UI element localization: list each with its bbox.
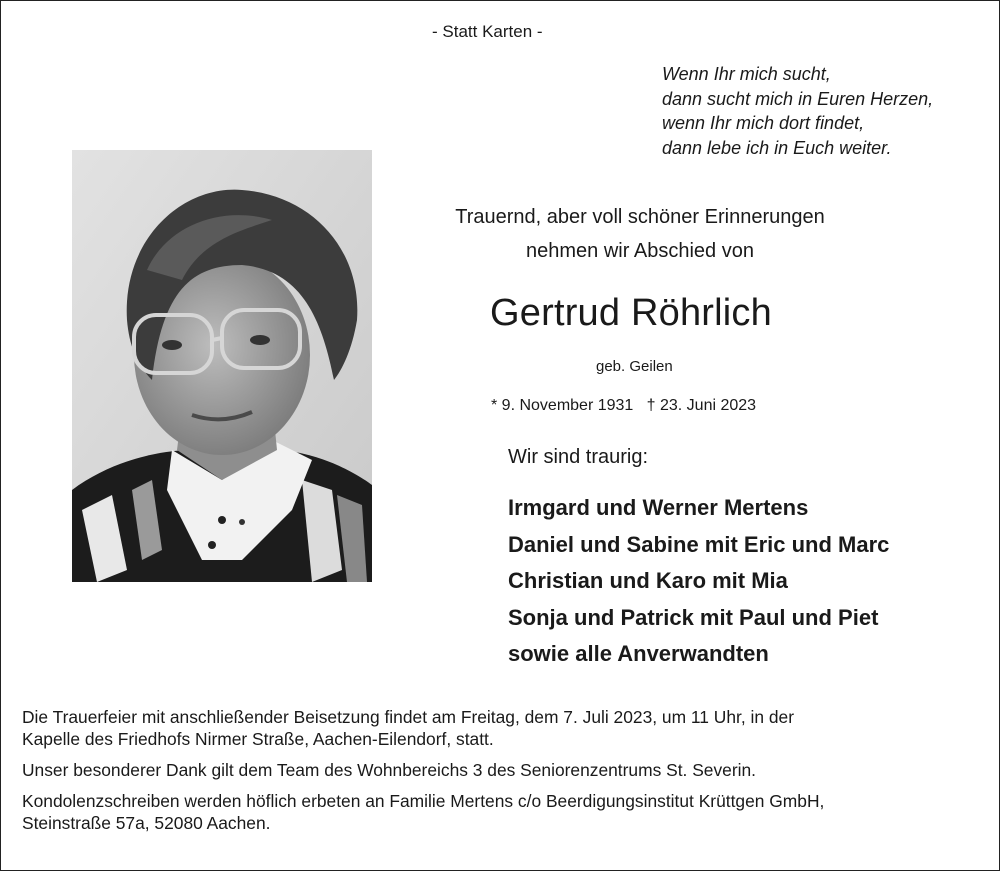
life-dates: * 9. November 1931 † 23. Juni 2023 [491, 397, 757, 414]
poem-line: Wenn Ihr mich sucht, [662, 64, 831, 84]
mourners-list [508, 490, 889, 673]
birth-name: geb. Geilen [596, 358, 673, 375]
mourner-line: Christian und Karo mit Mia [508, 568, 788, 593]
memorial-poem [662, 62, 933, 160]
mourner-line: Sonja und Patrick mit Paul und Piet [508, 604, 879, 630]
condolence-note [22, 790, 984, 834]
poem-line: dann lebe ich in Euch weiter. [662, 137, 892, 158]
thanks-note [22, 759, 984, 781]
intro-line: Trauernd, aber voll schöner Erinnerungen [455, 206, 825, 228]
mourner-line: Irmgard und Werner Mertens [508, 495, 809, 520]
portrait-photo [72, 150, 372, 582]
mourner-line: sowie alle Anverwandten [508, 641, 769, 666]
intro-line: nehmen wir Abschied von [526, 240, 754, 262]
condolence-line: Kondolenzschreiben werden höflich erbeten an Familie Mertens c/o Beerdigungsinstitut Krüttgen GmbH, [22, 791, 825, 811]
mourner-line: Daniel und Sabine mit Eric und Marc [508, 531, 890, 557]
mourners-intro: Wir sind traurig: [508, 446, 649, 468]
intro-text [400, 200, 880, 268]
ceremony-line: Kapelle des Friedhofs Nirmer Straße, Aachen-Eilendorf, statt. [22, 729, 494, 749]
thanks-line: Unser besonderer Dank gilt dem Team des Wohnbereichs 3 des Seniorenzentrums St. Severin. [22, 760, 757, 780]
statt-karten-label: - Statt Karten - [432, 22, 543, 41]
notes-section [22, 706, 984, 843]
condolence-line: Steinstraße 57a, 52080 Aachen. [22, 813, 271, 833]
ceremony-line: Die Trauerfeier mit anschließender Beisetzung findet am Freitag, dem 7. Juli 2023, um 11 Uhr, in der [22, 707, 795, 727]
poem-line: dann sucht mich in Euren Herzen, [662, 88, 934, 109]
deceased-name: Gertrud Röhrlich [490, 292, 772, 334]
ceremony-note [22, 706, 984, 750]
poem-line: wenn Ihr mich dort findet, [662, 113, 865, 133]
